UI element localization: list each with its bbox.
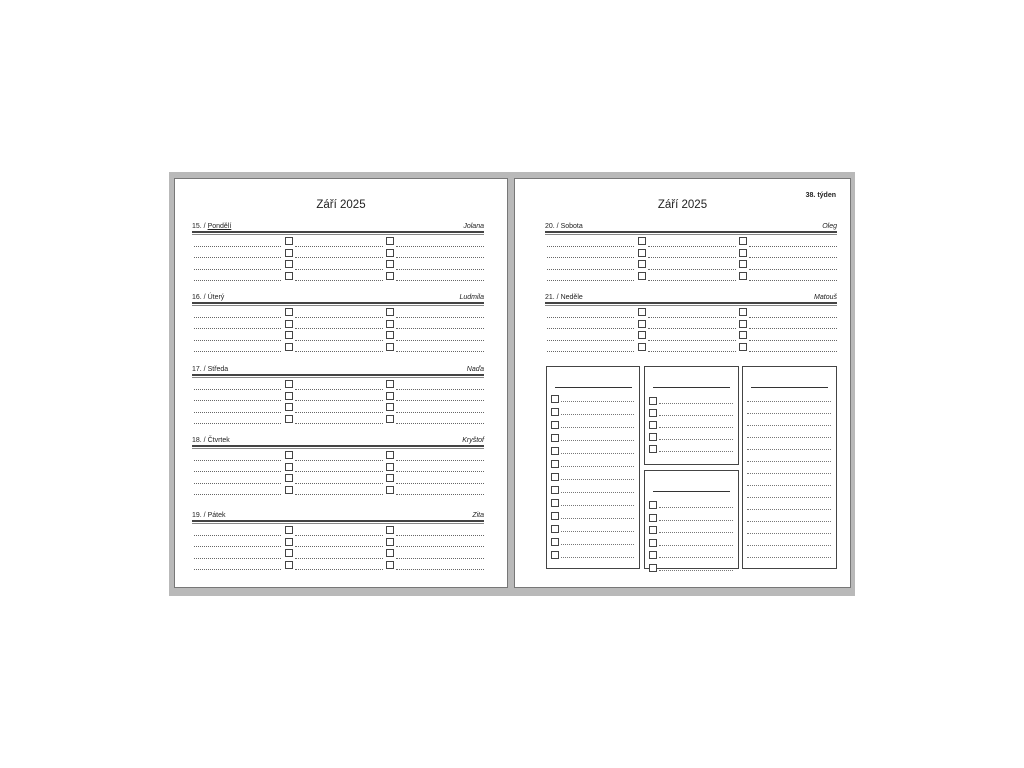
checkbox[interactable] <box>649 564 657 572</box>
writing-line[interactable] <box>396 269 484 270</box>
checkbox[interactable] <box>551 525 559 533</box>
checkbox[interactable] <box>386 526 394 534</box>
writing-line[interactable] <box>648 269 736 270</box>
writing-line[interactable] <box>648 340 736 341</box>
checkbox[interactable] <box>551 408 559 416</box>
task-row <box>545 272 837 284</box>
writing-line[interactable] <box>295 340 383 341</box>
checkbox[interactable] <box>285 526 293 534</box>
writing-line[interactable] <box>561 414 634 415</box>
writing-line[interactable] <box>749 340 837 341</box>
checkbox[interactable] <box>649 501 657 509</box>
checkbox[interactable] <box>386 451 394 459</box>
checkbox[interactable] <box>285 272 293 280</box>
writing-line[interactable] <box>396 328 484 329</box>
writing-line[interactable] <box>747 473 831 474</box>
writing-line[interactable] <box>396 535 484 536</box>
task-row <box>192 415 484 427</box>
writing-line[interactable] <box>561 492 634 493</box>
checkbox[interactable] <box>739 249 747 257</box>
checkbox[interactable] <box>285 237 293 245</box>
writing-line[interactable] <box>547 317 634 318</box>
writing-line[interactable] <box>659 520 733 521</box>
task-row <box>545 343 837 355</box>
task-rows <box>192 237 484 283</box>
task-row <box>192 260 484 272</box>
checkbox[interactable] <box>649 409 657 417</box>
notes-box-checklist <box>546 366 640 569</box>
checkbox[interactable] <box>285 561 293 569</box>
checkbox[interactable] <box>638 331 646 339</box>
day-header <box>192 508 484 522</box>
checkbox[interactable] <box>649 514 657 522</box>
day-section-thursday <box>192 433 484 497</box>
day-name: 16. / Úterý <box>192 294 225 301</box>
nameday: Oleg <box>822 223 837 230</box>
writing-line[interactable] <box>749 269 837 270</box>
box-heading-line[interactable] <box>653 491 730 492</box>
writing-line[interactable] <box>648 246 736 247</box>
checkbox[interactable] <box>638 249 646 257</box>
writing-line[interactable] <box>396 569 484 570</box>
checkbox[interactable] <box>386 320 394 328</box>
day-header <box>192 290 484 304</box>
writing-line[interactable] <box>396 280 484 281</box>
writing-line[interactable] <box>396 423 484 424</box>
task-rows <box>545 237 837 283</box>
writing-line[interactable] <box>547 257 634 258</box>
writing-line[interactable] <box>561 440 634 441</box>
checkbox[interactable] <box>638 343 646 351</box>
writing-line[interactable] <box>194 340 281 341</box>
day-header <box>192 219 484 233</box>
checkbox[interactable] <box>285 343 293 351</box>
day-name: 20. / Sobota <box>545 223 583 230</box>
writing-line[interactable] <box>194 317 281 318</box>
nameday: Ludmila <box>459 294 484 301</box>
checkbox[interactable] <box>285 331 293 339</box>
writing-line[interactable] <box>194 412 281 413</box>
page-title: Září 2025 <box>657 199 708 211</box>
checkbox[interactable] <box>739 237 747 245</box>
day-name: 19. / Pátek <box>192 512 226 519</box>
writing-line[interactable] <box>749 246 837 247</box>
writing-line[interactable] <box>396 471 484 472</box>
task-rows <box>192 380 484 426</box>
day-section-saturday <box>545 219 837 283</box>
task-row <box>192 474 484 486</box>
writing-line[interactable] <box>749 328 837 329</box>
checkbox[interactable] <box>386 463 394 471</box>
writing-line[interactable] <box>295 558 383 559</box>
task-row <box>192 308 484 320</box>
task-row <box>192 463 484 475</box>
task-row <box>192 331 484 343</box>
checkbox[interactable] <box>739 320 747 328</box>
writing-line[interactable] <box>194 460 281 461</box>
writing-line[interactable] <box>295 280 383 281</box>
writing-line[interactable] <box>295 400 383 401</box>
writing-line[interactable] <box>194 246 281 247</box>
writing-line[interactable] <box>659 545 733 546</box>
writing-line[interactable] <box>295 423 383 424</box>
checkbox[interactable] <box>638 308 646 316</box>
notes-box-small-top <box>644 366 739 465</box>
writing-line[interactable] <box>396 412 484 413</box>
writing-line[interactable] <box>747 485 831 486</box>
writing-line[interactable] <box>194 535 281 536</box>
writing-line[interactable] <box>396 246 484 247</box>
writing-line[interactable] <box>295 546 383 547</box>
checkbox[interactable] <box>285 249 293 257</box>
day-section-tuesday <box>192 290 484 354</box>
writing-line[interactable] <box>659 427 733 428</box>
day-name: 18. / Čtvrtek <box>192 437 230 444</box>
checkbox[interactable] <box>638 260 646 268</box>
day-name: 21. / Neděle <box>545 294 583 301</box>
day-header <box>545 219 837 233</box>
checkbox[interactable] <box>386 380 394 388</box>
writing-line[interactable] <box>396 494 484 495</box>
writing-line[interactable] <box>547 280 634 281</box>
task-row <box>545 331 837 343</box>
page-title: Září 2025 <box>316 199 366 211</box>
writing-line[interactable] <box>194 546 281 547</box>
writing-line[interactable] <box>295 269 383 270</box>
writing-line[interactable] <box>194 269 281 270</box>
nameday: Zita <box>472 512 484 519</box>
notes-box-lines <box>742 366 837 569</box>
checkbox[interactable] <box>386 415 394 423</box>
writing-line[interactable] <box>295 389 383 390</box>
checkbox[interactable] <box>386 249 394 257</box>
writing-line[interactable] <box>295 460 383 461</box>
task-row <box>192 392 484 404</box>
writing-line[interactable] <box>747 509 831 510</box>
task-row <box>192 272 484 284</box>
checkbox[interactable] <box>551 538 559 546</box>
writing-line[interactable] <box>194 328 281 329</box>
checkbox[interactable] <box>638 237 646 245</box>
writing-line[interactable] <box>194 389 281 390</box>
day-section-monday <box>192 219 484 283</box>
writing-line[interactable] <box>396 257 484 258</box>
task-rows <box>545 308 837 354</box>
nameday: Matouš <box>814 294 837 301</box>
checkbox[interactable] <box>386 308 394 316</box>
writing-line[interactable] <box>648 257 736 258</box>
planner-page-right <box>514 178 851 588</box>
writing-line[interactable] <box>749 280 837 281</box>
writing-line[interactable] <box>648 280 736 281</box>
checkbox[interactable] <box>285 474 293 482</box>
checkbox[interactable] <box>551 421 559 429</box>
writing-line[interactable] <box>396 558 484 559</box>
writing-line[interactable] <box>295 569 383 570</box>
writing-line[interactable] <box>396 483 484 484</box>
writing-line[interactable] <box>561 401 634 402</box>
checkbox[interactable] <box>285 380 293 388</box>
checkbox[interactable] <box>285 549 293 557</box>
checkbox[interactable] <box>649 526 657 534</box>
writing-line[interactable] <box>747 437 831 438</box>
writing-line[interactable] <box>561 518 634 519</box>
checkbox[interactable] <box>649 551 657 559</box>
writing-line[interactable] <box>747 521 831 522</box>
writing-line[interactable] <box>561 466 634 467</box>
checkbox[interactable] <box>285 451 293 459</box>
writing-line[interactable] <box>194 400 281 401</box>
checkbox[interactable] <box>551 447 559 455</box>
task-row <box>192 538 484 550</box>
checkbox[interactable] <box>551 512 559 520</box>
writing-line[interactable] <box>747 425 831 426</box>
writing-line[interactable] <box>396 400 484 401</box>
task-row <box>545 320 837 332</box>
notes-box-small-bottom <box>644 470 739 569</box>
task-row <box>192 237 484 249</box>
nameday: Kryštof <box>462 437 484 444</box>
writing-line[interactable] <box>659 557 733 558</box>
checkbox[interactable] <box>386 392 394 400</box>
checkbox[interactable] <box>386 486 394 494</box>
task-row <box>192 380 484 392</box>
day-section-wednesday <box>192 362 484 426</box>
writing-line[interactable] <box>194 494 281 495</box>
checkbox[interactable] <box>739 308 747 316</box>
task-row <box>192 561 484 573</box>
checkbox[interactable] <box>386 538 394 546</box>
writing-line[interactable] <box>547 246 634 247</box>
checkbox[interactable] <box>386 474 394 482</box>
task-row <box>192 320 484 332</box>
day-header <box>545 290 837 304</box>
writing-line[interactable] <box>396 389 484 390</box>
checkbox[interactable] <box>739 260 747 268</box>
writing-line[interactable] <box>295 351 383 352</box>
checkbox[interactable] <box>285 308 293 316</box>
writing-line[interactable] <box>561 557 634 558</box>
task-row <box>192 451 484 463</box>
writing-line[interactable] <box>561 453 634 454</box>
task-row <box>192 343 484 355</box>
checkbox[interactable] <box>285 403 293 411</box>
checkbox[interactable] <box>649 445 657 453</box>
writing-line[interactable] <box>547 328 634 329</box>
writing-line[interactable] <box>747 557 831 558</box>
task-row <box>192 403 484 415</box>
box-heading-line[interactable] <box>555 387 632 388</box>
checkbox[interactable] <box>386 237 394 245</box>
day-name: 15. / Pondělí <box>192 223 232 230</box>
checkbox[interactable] <box>551 551 559 559</box>
checkbox[interactable] <box>285 538 293 546</box>
checkbox[interactable] <box>386 272 394 280</box>
writing-line[interactable] <box>659 532 733 533</box>
writing-line[interactable] <box>295 471 383 472</box>
writing-line[interactable] <box>659 570 733 571</box>
checkbox[interactable] <box>551 434 559 442</box>
writing-line[interactable] <box>561 544 634 545</box>
writing-line[interactable] <box>648 317 736 318</box>
checkbox[interactable] <box>551 499 559 507</box>
checkbox[interactable] <box>649 421 657 429</box>
writing-line[interactable] <box>659 439 733 440</box>
writing-line[interactable] <box>194 423 281 424</box>
writing-line[interactable] <box>659 403 733 404</box>
writing-line[interactable] <box>295 483 383 484</box>
checkbox[interactable] <box>551 395 559 403</box>
writing-line[interactable] <box>561 505 634 506</box>
writing-line[interactable] <box>749 351 837 352</box>
checkbox[interactable] <box>739 331 747 339</box>
checkbox[interactable] <box>649 433 657 441</box>
day-header <box>192 433 484 447</box>
task-row <box>192 249 484 261</box>
checkbox[interactable] <box>386 343 394 351</box>
checkbox[interactable] <box>739 343 747 351</box>
checkbox[interactable] <box>649 397 657 405</box>
writing-line[interactable] <box>747 413 831 414</box>
writing-line[interactable] <box>547 351 634 352</box>
checkbox[interactable] <box>386 549 394 557</box>
writing-line[interactable] <box>396 317 484 318</box>
writing-line[interactable] <box>749 257 837 258</box>
writing-line[interactable] <box>396 460 484 461</box>
checkbox[interactable] <box>386 331 394 339</box>
writing-line[interactable] <box>648 351 736 352</box>
writing-line[interactable] <box>547 340 634 341</box>
checkbox[interactable] <box>638 320 646 328</box>
writing-line[interactable] <box>194 569 281 570</box>
day-name: 17. / Středa <box>192 366 229 373</box>
writing-line[interactable] <box>547 269 634 270</box>
writing-line[interactable] <box>747 449 831 450</box>
checkbox[interactable] <box>285 392 293 400</box>
task-rows <box>192 451 484 497</box>
task-row <box>545 260 837 272</box>
planner-page-left <box>174 178 508 588</box>
writing-line[interactable] <box>747 461 831 462</box>
writing-line[interactable] <box>396 546 484 547</box>
checkbox[interactable] <box>285 260 293 268</box>
writing-line[interactable] <box>561 479 634 480</box>
box-heading-line[interactable] <box>653 387 730 388</box>
writing-line[interactable] <box>747 497 831 498</box>
checkbox[interactable] <box>551 473 559 481</box>
week-number: 38. týden <box>805 192 836 199</box>
checkbox[interactable] <box>551 486 559 494</box>
day-header <box>192 362 484 376</box>
writing-line[interactable] <box>295 257 383 258</box>
writing-line[interactable] <box>747 545 831 546</box>
writing-line[interactable] <box>396 340 484 341</box>
writing-line[interactable] <box>295 412 383 413</box>
checkbox[interactable] <box>285 463 293 471</box>
writing-line[interactable] <box>295 317 383 318</box>
writing-line[interactable] <box>747 533 831 534</box>
box-heading-line[interactable] <box>751 387 828 388</box>
task-rows <box>192 526 484 572</box>
writing-line[interactable] <box>194 483 281 484</box>
writing-line[interactable] <box>194 471 281 472</box>
checkbox[interactable] <box>285 486 293 494</box>
checkbox[interactable] <box>285 415 293 423</box>
checkbox[interactable] <box>551 460 559 468</box>
writing-line[interactable] <box>561 427 634 428</box>
writing-line[interactable] <box>194 257 281 258</box>
writing-line[interactable] <box>747 401 831 402</box>
nameday: Jolana <box>463 223 484 230</box>
writing-line[interactable] <box>194 558 281 559</box>
checkbox[interactable] <box>386 561 394 569</box>
checkbox[interactable] <box>386 403 394 411</box>
writing-line[interactable] <box>295 328 383 329</box>
day-section-sunday <box>545 290 837 354</box>
checkbox[interactable] <box>649 539 657 547</box>
checkbox[interactable] <box>739 272 747 280</box>
writing-line[interactable] <box>659 451 733 452</box>
task-row <box>192 486 484 498</box>
nameday: Naďa <box>466 366 484 373</box>
writing-line[interactable] <box>194 351 281 352</box>
task-row <box>192 526 484 538</box>
writing-line[interactable] <box>396 351 484 352</box>
writing-line[interactable] <box>295 494 383 495</box>
writing-line[interactable] <box>561 531 634 532</box>
writing-line[interactable] <box>659 415 733 416</box>
writing-line[interactable] <box>659 507 733 508</box>
writing-line[interactable] <box>648 328 736 329</box>
task-rows <box>192 308 484 354</box>
checkbox[interactable] <box>386 260 394 268</box>
task-row <box>192 549 484 561</box>
writing-line[interactable] <box>295 535 383 536</box>
writing-line[interactable] <box>194 280 281 281</box>
writing-line[interactable] <box>295 246 383 247</box>
task-row <box>545 308 837 320</box>
checkbox[interactable] <box>638 272 646 280</box>
task-row <box>545 237 837 249</box>
checkbox[interactable] <box>285 320 293 328</box>
task-row <box>545 249 837 261</box>
day-section-friday <box>192 508 484 572</box>
writing-line[interactable] <box>749 317 837 318</box>
